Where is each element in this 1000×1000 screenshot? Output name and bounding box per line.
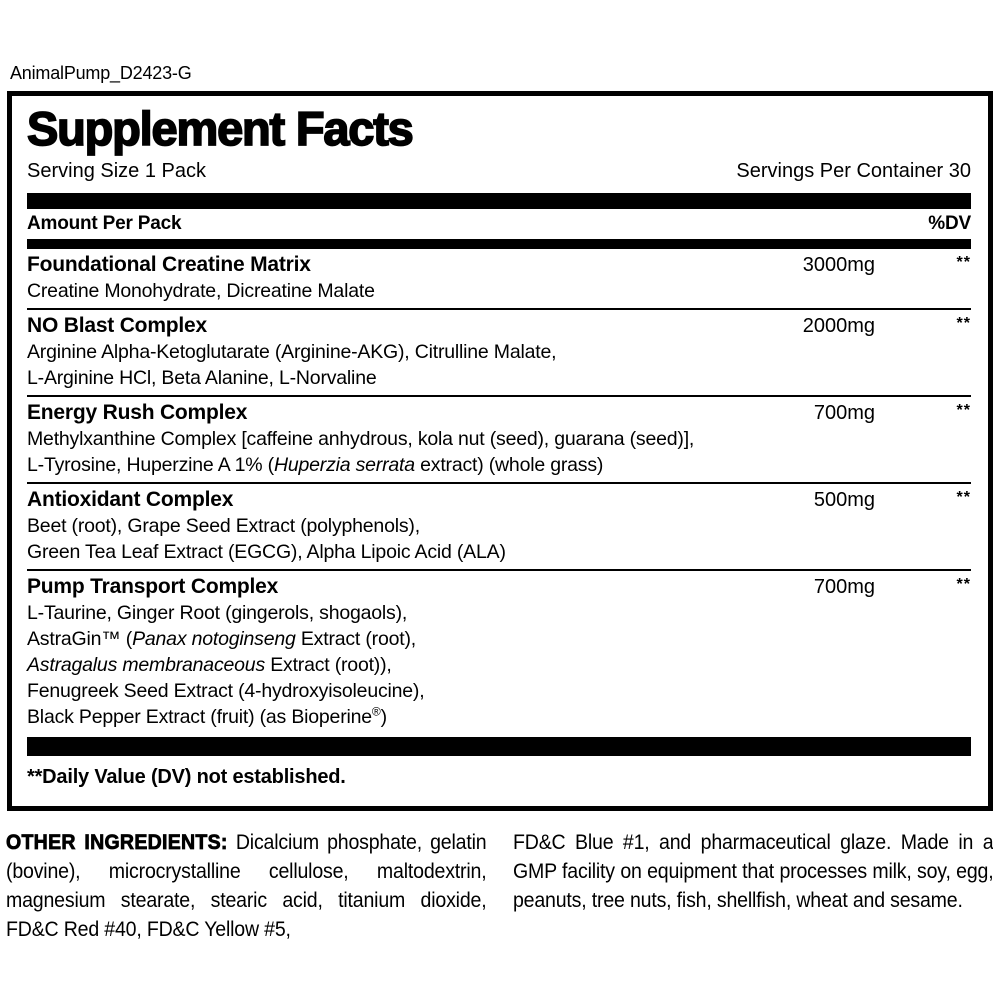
ingredient-line <box>27 426 971 452</box>
complex-dv: ** <box>956 576 971 593</box>
ingredient-text-segment: L-Taurine, Ginger Root (gingerols, shogaols), <box>27 602 408 624</box>
ingredient-text-segment: ) <box>380 706 387 728</box>
ingredient-line <box>27 626 971 652</box>
ingredient-line <box>27 365 971 391</box>
ingredient-line <box>27 704 971 730</box>
serving-size: Serving Size 1 Pack <box>27 160 206 182</box>
servings-per-container: Servings Per Container 30 <box>736 160 971 182</box>
other-ingredients-left-column <box>6 828 487 944</box>
panel-title: Supplement Facts <box>27 102 413 155</box>
other-ingredients-left-body: Dicalcium phosphate, gelatin (bovine), microcrystalline cellulose, maltodextrin, magnesium stearate, stearic acid, titanium dioxide, FD&C Red #40, FD&C Yellow #5, <box>6 830 487 941</box>
supplement-facts-panel <box>7 91 993 811</box>
ingredient-text-segment: ® <box>371 704 381 719</box>
ingredient-text-segment: L-Tyrosine, Huperzine A 1% ( <box>27 454 274 476</box>
amount-per-pack-header: Amount Per Pack <box>27 213 182 234</box>
section-header-row <box>27 313 971 339</box>
other-ingredients-heading: OTHER INGREDIENTS: <box>6 830 228 854</box>
complex-dv: ** <box>956 254 971 271</box>
section-header-row <box>27 487 971 513</box>
section-header-row <box>27 400 971 426</box>
ingredient-text-segment: Green Tea Leaf Extract (EGCG), Alpha Lipoic Acid (ALA) <box>27 541 506 563</box>
complex-amount: 700mg <box>813 402 875 424</box>
ingredient-line <box>27 278 971 304</box>
complex-dv: ** <box>956 315 971 332</box>
complex-name: Pump Transport Complex <box>27 575 279 598</box>
supplement-section <box>27 308 971 395</box>
other-ingredients-section <box>6 828 993 944</box>
complex-dv: ** <box>956 489 971 506</box>
ingredient-text-segment: Arginine Alpha-Ketoglutarate (Arginine-AKG), Citrulline Malate, <box>27 341 557 363</box>
supplement-facts-inner <box>12 96 988 806</box>
ingredient-text-segment: Extract (root)), <box>265 654 392 676</box>
dv-footnote: **Daily Value (DV) not established. <box>27 766 346 788</box>
ingredient-text-segment: Fenugreek Seed Extract (4-hydroxyisoleucine), <box>27 680 425 702</box>
supplement-section <box>27 482 971 569</box>
ingredient-text-segment: Panax notoginseng <box>132 628 296 650</box>
ingredient-text-segment: AstraGin™ ( <box>27 628 133 650</box>
ingredient-line <box>27 600 971 626</box>
ingredient-text-segment: Beet (root), Grape Seed Extract (polyphenols), <box>27 515 420 537</box>
section-header-row <box>27 574 971 600</box>
ingredient-text-segment: Huperzia serrata <box>273 454 415 476</box>
complex-dv: ** <box>956 402 971 419</box>
complex-amount: 2000mg <box>802 315 875 337</box>
ingredient-line <box>27 452 971 478</box>
complex-name: NO Blast Complex <box>27 314 208 337</box>
ingredient-line <box>27 339 971 365</box>
sections <box>27 249 971 734</box>
complex-amount: 700mg <box>813 576 875 598</box>
ingredient-text-segment: Astragalus membranaceous <box>27 654 265 676</box>
ingredient-text-segment: extract) (whole grass) <box>414 454 604 476</box>
ingredient-text-segment: Extract (root), <box>295 628 416 650</box>
other-ingredients-right-column <box>513 828 994 944</box>
ingredient-text-segment: Black Pepper Extract (fruit) (as Bioperine <box>27 706 372 728</box>
ingredient-line <box>27 678 971 704</box>
section-header-row <box>27 252 971 278</box>
complex-name: Foundational Creatine Matrix <box>27 253 311 276</box>
divider-bar-thick <box>27 193 971 209</box>
supplement-section <box>27 569 971 734</box>
ingredient-line <box>27 539 971 565</box>
serving-info-row <box>27 158 971 184</box>
ingredient-line <box>27 513 971 539</box>
complex-amount: 3000mg <box>802 254 875 276</box>
supplement-section <box>27 249 971 308</box>
complex-name: Energy Rush Complex <box>27 401 248 424</box>
supplement-section <box>27 395 971 482</box>
divider-bar-medium <box>27 239 971 249</box>
document-label: AnimalPump_D2423-G <box>10 63 192 83</box>
complex-amount: 500mg <box>813 489 875 511</box>
complex-name: Antioxidant Complex <box>27 488 234 511</box>
ingredient-text-segment: Methylxanthine Complex [caffeine anhydrous, kola nut (seed), guarana (seed)], <box>27 428 695 450</box>
divider-bar-bottom <box>27 737 971 756</box>
other-ingredients-right-text: FD&C Blue #1, and pharmaceutical glaze. Made in a GMP facility on equipment that processes milk, soy, egg, peanuts, tree nuts, fish, shellfish, wheat and sesame. <box>512 830 993 912</box>
column-header-row <box>27 209 971 239</box>
ingredient-text-segment: L-Arginine HCl, Beta Alanine, L-Norvaline <box>27 367 377 389</box>
dv-header: %DV <box>928 213 971 234</box>
other-ingredients-left-text <box>6 828 486 944</box>
ingredient-text-segment: Creatine Monohydrate, Dicreatine Malate <box>27 280 375 302</box>
ingredient-line <box>27 652 971 678</box>
